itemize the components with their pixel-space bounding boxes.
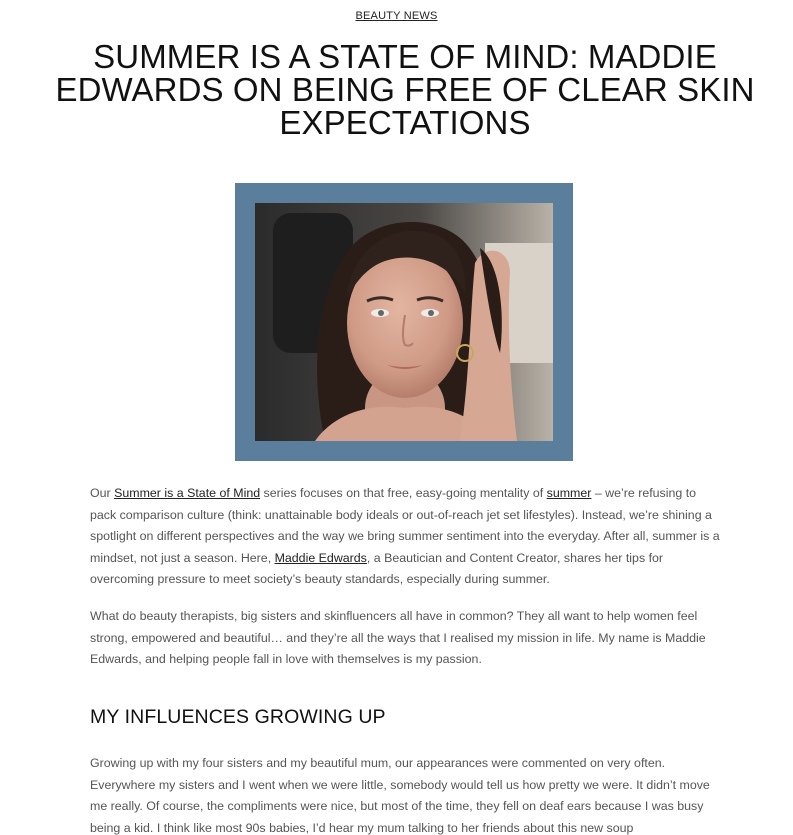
author-link[interactable]: Maddie Edwards [274,550,367,565]
intro-text-1: Our [90,486,115,500]
hero-photo [255,203,553,441]
article-title: SUMMER IS A STATE OF MIND: MADDIE EDWARDS ON BEING FREE OF CLEAR SKIN EXPECTATIONS [55,38,755,141]
hero-image-frame [235,183,573,461]
intro-paragraph [90,483,720,591]
summer-link[interactable]: summer [546,486,592,500]
section-heading: MY INFLUENCES GROWING UP [90,706,386,728]
third-paragraph: Growing up with my four sisters and my beautiful mum, our appearances were commented on very often. Everywhere my sisters and I went when we were little, somebody would tell us how pretty we were. It didn’t move me really. Of course, the compliments were nice, but most of the time, they fell on deaf ears because I was busy being a kid. I think like most 90s babies, I’d hear my mum talking to her friends about this new soup [90,756,710,835]
intro-text-2: series focuses on that free, easy-going mentality of [260,486,547,500]
second-paragraph: What do beauty therapists, big sisters and skinfluencers all have in common? They all want to help women feel strong, empowered and beautiful… and they’re all the ways that I realised my mission in life. My name is Maddie Edwards, and helping people fall in love with themselves is my passion. [90,609,706,666]
intro-text-4: , a Beautician and Content Creator, shares her tips for overcoming pressure to meet society’s beauty standards, especially during summer. [90,550,664,586]
category-link[interactable]: BEAUTY NEWS [355,10,438,22]
series-link[interactable]: Summer is a State of Mind [114,486,261,500]
intro-text-3: – we’re refusing to pack comparison culture (think: unattainable body ideals or out-of-reach jet set lifestyles). Instead, we’re shining a spotlight on different perspectives and the way we bring summer sentiment into the everyday. After all, summer is a mindset, not just a season. Here, [90,486,720,565]
portrait-illustration [255,203,553,441]
